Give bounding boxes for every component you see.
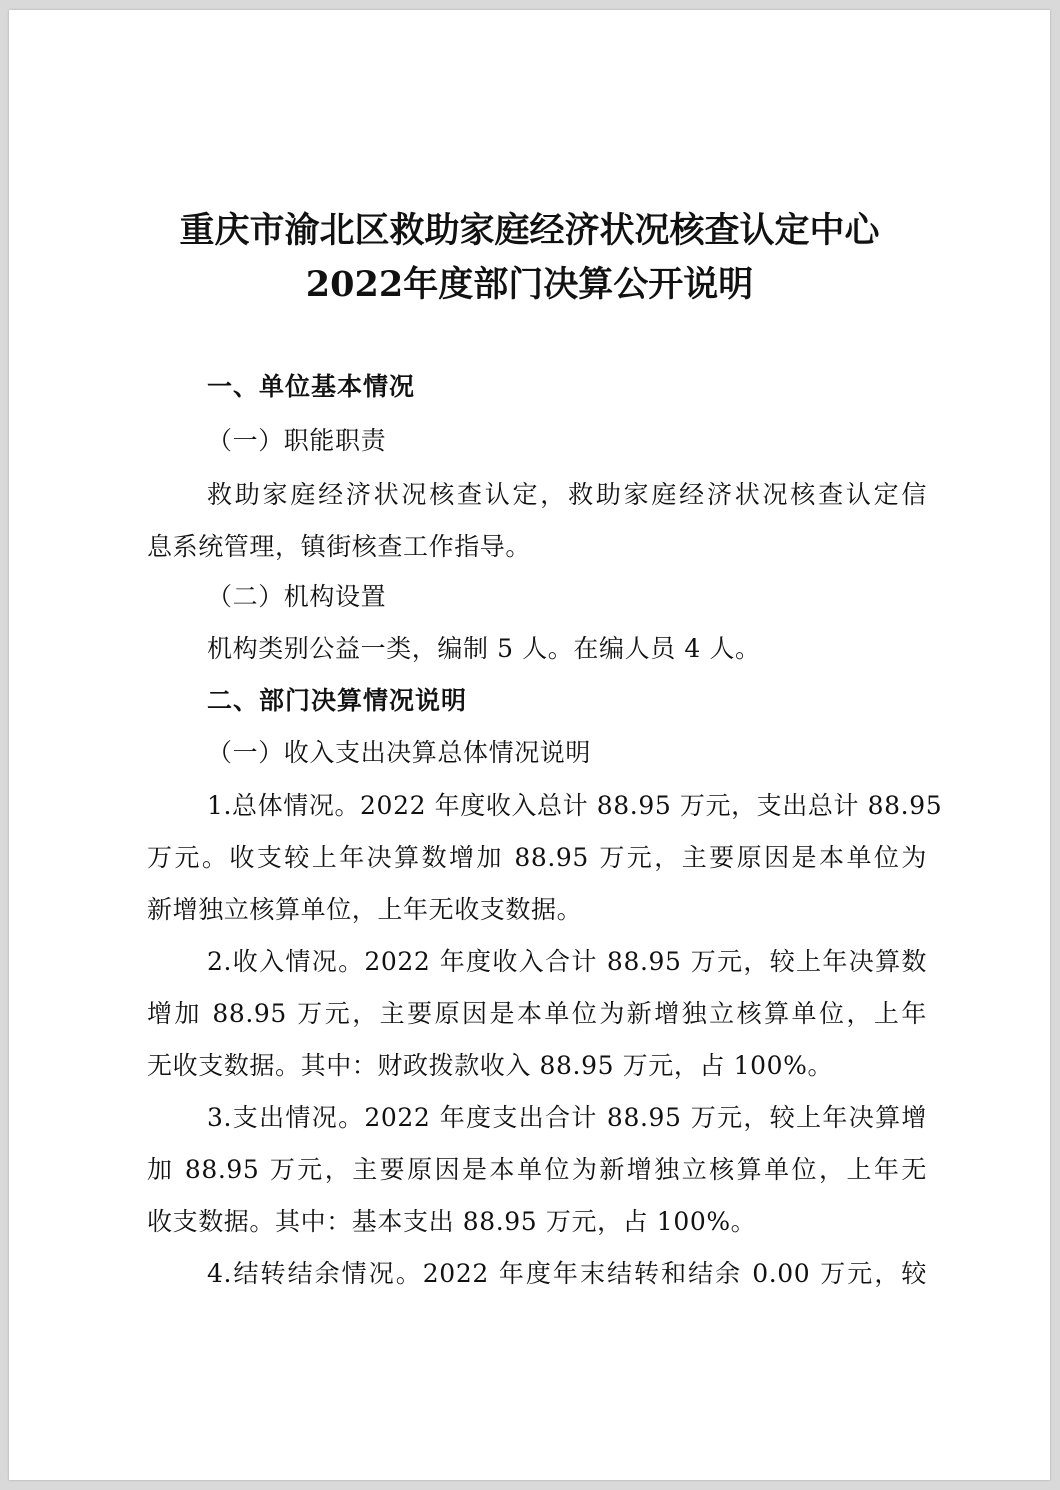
document-title-line-2: 2022年度部门决算公开说明 — [305, 264, 754, 305]
paragraph-line: 新增独立核算单位，上年无收支数据。 — [147, 895, 583, 924]
document-title-line-1: 重庆市渝北区救助家庭经济状况核查认定中心 — [179, 210, 880, 251]
paragraph-line: 加 88.95 万元，主要原因是本单位为新增独立核算单位，上年无 — [147, 1155, 927, 1184]
paragraph-line: 无收支数据。其中：财政拨款收入 88.95 万元，占 100%。 — [147, 1051, 834, 1080]
paragraph-line: 万元。收支较上年决算数增加 88.95 万元，主要原因是本单位为 — [147, 843, 927, 872]
section-heading: 二、部门决算情况说明 — [207, 686, 468, 715]
paragraph-line: 收支数据。其中：基本支出 88.95 万元，占 100%。 — [147, 1207, 757, 1236]
subsection-heading: （二）机构设置 — [207, 582, 387, 611]
subsection-heading: （一）职能职责 — [207, 426, 387, 455]
paragraph-line: 息系统管理，镇街核查工作指导。 — [147, 532, 532, 561]
paragraph-line: 4.结转结余情况。2022 年度年末结转和结余 0.00 万元，较 — [207, 1259, 927, 1288]
paragraph-line: 增加 88.95 万元，主要原因是本单位为新增独立核算单位，上年 — [147, 999, 927, 1028]
document-page — [9, 10, 1050, 1480]
paragraph-line: 救助家庭经济状况核查认定，救助家庭经济状况核查认定信 — [207, 480, 927, 509]
paragraph-line: 机构类别公益一类，编制 5 人。在编人员 4 人。 — [207, 634, 761, 663]
section-heading: 一、单位基本情况 — [207, 372, 416, 401]
subsection-heading: （一）收入支出决算总体情况说明 — [207, 738, 592, 767]
paragraph-line: 2.收入情况。2022 年度收入合计 88.95 万元，较上年决算数 — [207, 947, 927, 976]
paragraph-line: 3.支出情况。2022 年度支出合计 88.95 万元，较上年决算增 — [207, 1103, 927, 1132]
paragraph-line: 1.总体情况。2022 年度收入总计 88.95 万元，支出总计 88.95 — [207, 791, 943, 820]
